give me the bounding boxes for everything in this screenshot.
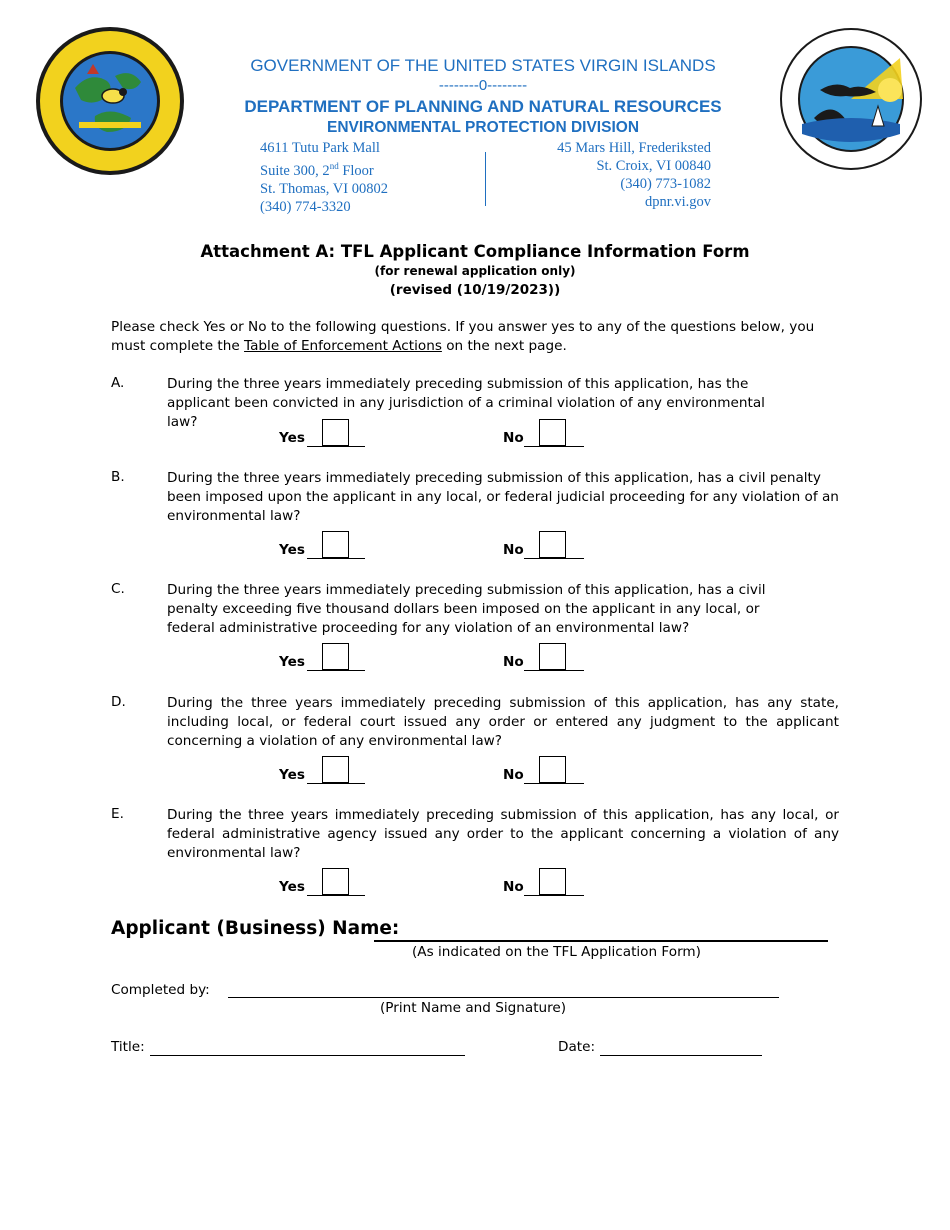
government-heading: GOVERNMENT OF THE UNITED STATES VIRGIN ISLANDS xyxy=(250,56,716,75)
address-line: Suite 300, 2nd Floor xyxy=(260,161,374,179)
title-label: Title: xyxy=(111,1039,145,1055)
question-text: During the three years immediately preceding submission of this application, has a civil penalty exceeding five thousand dollars been imposed on the applicant in any local, or federal administrative proceeding for any violation of an environmental law? xyxy=(167,582,766,636)
yes-option-e: Yes xyxy=(279,867,369,897)
checkbox-yes-a[interactable] xyxy=(322,419,349,446)
question-letter: A. xyxy=(111,375,125,391)
completed-by-note: (Print Name and Signature) xyxy=(380,1000,567,1016)
st-thomas-address xyxy=(260,139,388,216)
form-title: Attachment A: TFL Applicant Compliance Information Form xyxy=(200,242,750,261)
form-revision: (revised (10/19/2023)) xyxy=(389,282,561,298)
department-heading: DEPARTMENT OF PLANNING AND NATURAL RESOURCES xyxy=(244,97,722,116)
question-letter: E. xyxy=(111,806,124,822)
completed-by-label: Completed by: xyxy=(111,982,210,998)
title-field[interactable] xyxy=(150,1055,465,1056)
question-letter: C. xyxy=(111,581,125,597)
completed-by-field[interactable] xyxy=(228,997,779,998)
question-text: During the three years immediately preceding submission of this application, has a civil penalty been imposed upon the applicant in any local, or federal judicial proceeding for any violation of an environmental law? xyxy=(167,470,839,524)
yes-option-a: Yes xyxy=(279,418,369,448)
header-separator: --------0-------- xyxy=(438,77,528,94)
address-line: St. Croix, VI 00840 xyxy=(596,158,711,174)
phone-number: (340) 773-1082 xyxy=(620,176,711,192)
no-option-c: No xyxy=(503,642,593,672)
st-croix-address xyxy=(557,139,711,211)
question-text: During the three years immediately preceding submission of this application, has the applicant been convicted in any jurisdiction of a criminal violation of any environmental law? xyxy=(167,376,765,430)
checkbox-yes-d[interactable] xyxy=(322,756,349,783)
address-line: St. Thomas, VI 00802 xyxy=(260,180,388,197)
question-letter: D. xyxy=(111,694,126,710)
division-heading: ENVIRONMENTAL PROTECTION DIVISION xyxy=(326,119,640,136)
instructions: Please check Yes or No to the following questions. If you answer yes to any of the questions below, you must complete the Table of Enforcement Actions on the next page. xyxy=(111,319,815,354)
yes-option-b: Yes xyxy=(279,530,369,560)
yes-option-c: Yes xyxy=(279,642,369,672)
no-option-a: No xyxy=(503,418,593,448)
checkbox-yes-b[interactable] xyxy=(322,531,349,558)
applicant-name-note: (As indicated on the TFL Application Form) xyxy=(412,944,701,960)
yes-option-d: Yes xyxy=(279,755,369,785)
checkbox-yes-e[interactable] xyxy=(322,868,349,895)
address-line: 4611 Tutu Park Mall xyxy=(260,140,380,156)
address-divider xyxy=(485,152,486,206)
checkbox-no-a[interactable] xyxy=(539,419,566,446)
checkbox-no-b[interactable] xyxy=(539,531,566,558)
no-option-e: No xyxy=(503,867,593,897)
phone-number: (340) 774-3320 xyxy=(260,198,351,215)
question-text: During the three years immediately preceding submission of this application, has any state, including local, or federal court issued any order or entered any judgment to the applicant concerning a violation of any environmental law? xyxy=(167,695,839,749)
enforcement-table-link[interactable]: Table of Enforcement Actions xyxy=(244,338,442,354)
website: dpnr.vi.gov xyxy=(644,194,711,210)
applicant-name-field[interactable] xyxy=(374,940,828,942)
date-field[interactable] xyxy=(600,1055,762,1056)
checkbox-yes-c[interactable] xyxy=(322,643,349,670)
address-line: 45 Mars Hill, Frederiksted xyxy=(557,140,711,156)
checkbox-no-c[interactable] xyxy=(539,643,566,670)
question-text: During the three years immediately preceding submission of this application, has any local, or federal administrative agency issued any order to the applicant concerning a violation of any environmental law? xyxy=(167,807,839,861)
checkbox-no-e[interactable] xyxy=(539,868,566,895)
applicant-name-label: Applicant (Business) Name: xyxy=(111,918,400,939)
form-subtitle: (for renewal application only) xyxy=(374,264,576,278)
no-option-b: No xyxy=(503,530,593,560)
date-label: Date: xyxy=(558,1039,596,1055)
question-letter: B. xyxy=(111,469,125,485)
no-option-d: No xyxy=(503,755,593,785)
checkbox-no-d[interactable] xyxy=(539,756,566,783)
